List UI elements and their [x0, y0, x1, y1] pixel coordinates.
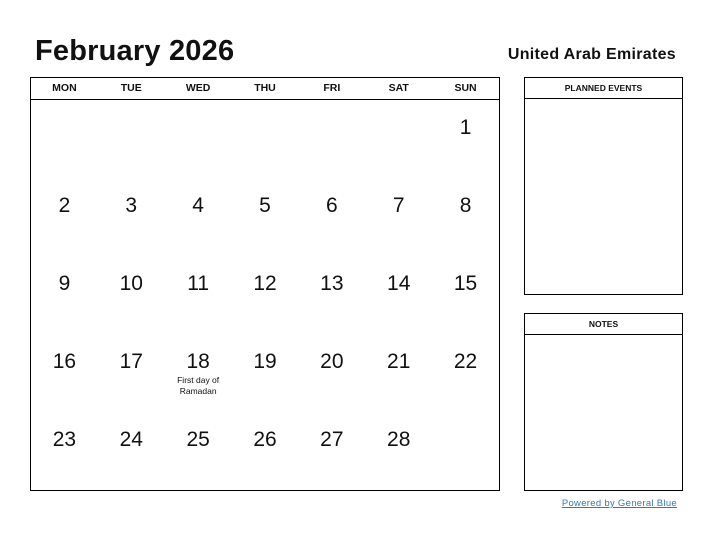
day-cell[interactable]	[98, 412, 165, 490]
day-number: 26	[253, 428, 277, 451]
day-number: 25	[186, 428, 210, 451]
day-cell[interactable]	[31, 334, 98, 412]
day-cell[interactable]	[31, 100, 98, 178]
day-cell[interactable]	[31, 256, 98, 334]
day-cell[interactable]	[298, 334, 365, 412]
day-cell[interactable]	[365, 412, 432, 490]
powered-by-link[interactable]: Powered by General Blue	[561, 498, 677, 509]
day-number: 24	[119, 428, 143, 451]
day-cell[interactable]	[31, 178, 98, 256]
day-cell[interactable]	[165, 412, 232, 490]
planned-events-panel	[524, 77, 683, 295]
day-cell[interactable]	[165, 334, 232, 412]
day-number: 16	[52, 350, 77, 373]
day-cell[interactable]	[432, 100, 499, 178]
day-number: 10	[119, 272, 143, 295]
notes-panel	[524, 313, 683, 491]
day-number: 21	[387, 350, 411, 373]
day-number: 7	[392, 194, 405, 217]
weekday-wed: WED	[185, 82, 211, 94]
day-cell[interactable]	[232, 100, 299, 178]
day-number: 6	[326, 194, 338, 217]
day-cell[interactable]	[98, 256, 165, 334]
day-cell[interactable]	[432, 178, 499, 256]
day-number: 23	[52, 428, 77, 451]
day-cell[interactable]	[365, 334, 432, 412]
weekday-sat: SAT	[388, 82, 409, 94]
day-number: 2	[58, 194, 71, 217]
day-number: 27	[320, 428, 344, 451]
day-cell[interactable]	[365, 100, 432, 178]
day-number: 5	[259, 194, 271, 217]
day-number: 28	[387, 428, 411, 451]
day-cell[interactable]	[298, 412, 365, 490]
country-name: United Arab Emirates	[507, 46, 676, 63]
day-cell[interactable]	[298, 100, 365, 178]
day-number: 12	[253, 272, 277, 295]
day-cell[interactable]	[232, 412, 299, 490]
weekday-thu: THU	[254, 82, 276, 94]
day-number: 8	[459, 194, 472, 217]
day-cell[interactable]	[298, 256, 365, 334]
day-number: 9	[58, 272, 71, 295]
day-number: 14	[387, 272, 411, 295]
day-number: 11	[187, 272, 210, 295]
day-cell[interactable]	[165, 178, 232, 256]
day-cell[interactable]	[298, 178, 365, 256]
day-number: 22	[453, 350, 478, 373]
day-cell[interactable]	[432, 334, 499, 412]
day-number: 18	[186, 350, 210, 373]
day-cell[interactable]	[232, 334, 299, 412]
day-cell[interactable]	[98, 100, 165, 178]
day-cell[interactable]	[365, 256, 432, 334]
day-cell[interactable]	[165, 256, 232, 334]
weekday-sun: SUN	[454, 82, 477, 94]
day-number: 1	[459, 116, 472, 139]
day-cell[interactable]	[432, 256, 499, 334]
day-number: 17	[119, 350, 143, 373]
day-number: 20	[320, 350, 344, 373]
day-number: 13	[320, 272, 344, 295]
day-number: 19	[253, 350, 277, 373]
calendar-weeks	[31, 100, 499, 490]
weekday-header	[31, 78, 499, 100]
day-cell[interactable]	[98, 178, 165, 256]
day-cell[interactable]	[365, 178, 432, 256]
weekday-tue: TUE	[120, 82, 142, 94]
day-number: 3	[125, 194, 138, 217]
calendar-grid	[30, 77, 500, 491]
day-cell[interactable]	[232, 178, 299, 256]
day-cell[interactable]	[165, 100, 232, 178]
weekday-fri: FRI	[323, 82, 341, 94]
planned-events-title: PLANNED EVENTS	[525, 78, 682, 99]
day-cell[interactable]	[432, 412, 499, 490]
day-cell[interactable]	[232, 256, 299, 334]
notes-title: NOTES	[525, 314, 682, 335]
day-cell[interactable]	[31, 412, 98, 490]
month-title: February 2026	[35, 35, 235, 67]
day-cell[interactable]	[98, 334, 165, 412]
weekday-mon: MON	[52, 82, 77, 94]
day-number: 4	[192, 194, 204, 217]
holiday-label: First day of Ramadan	[177, 375, 220, 396]
day-number: 15	[453, 272, 478, 295]
